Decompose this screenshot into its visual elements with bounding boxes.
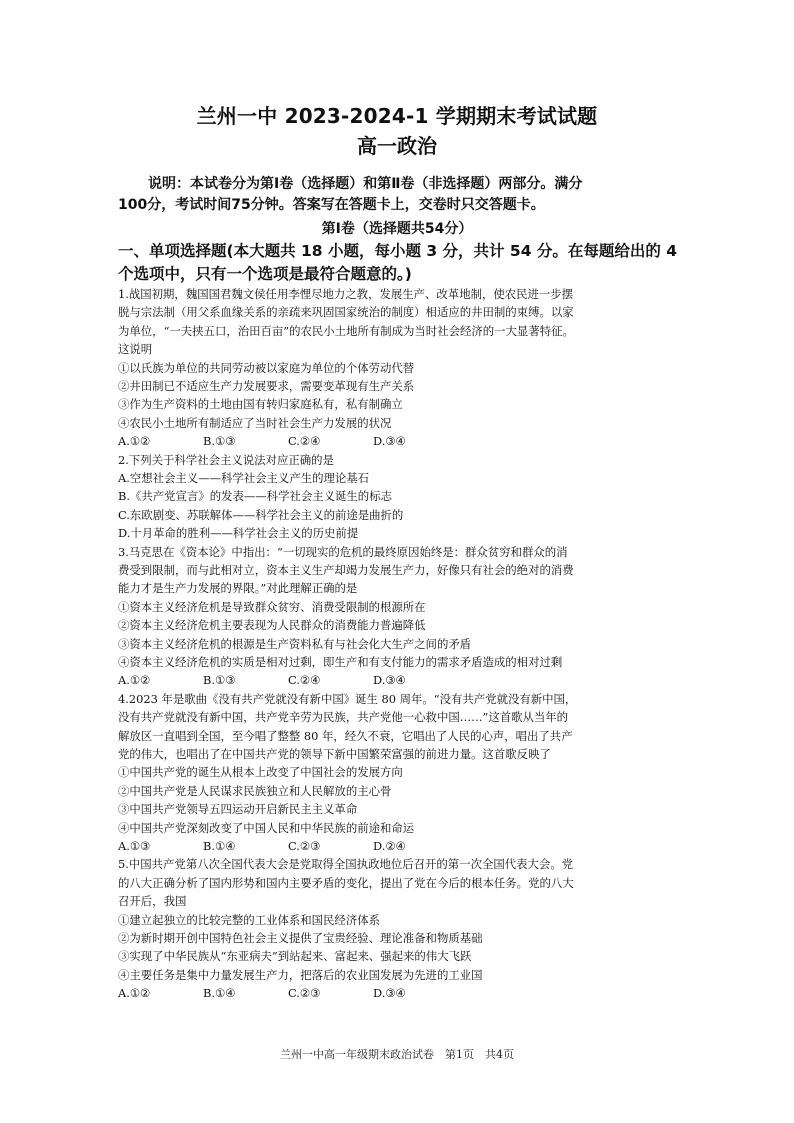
statement-1: ①中国共产党的诞生从根本上改变了中国社会的发展方向 xyxy=(118,765,403,780)
question-line: 这说明 xyxy=(118,342,153,357)
option-a: A.①② xyxy=(118,434,151,449)
option-b: B.①④ xyxy=(203,839,236,854)
question-line: 的八大正确分析了国内形势和国内主要矛盾的变化，提出了党在今后的根本任务。党的八大 xyxy=(118,875,574,890)
question-line: 为单位，“一夫挟五口，治田百亩”的农民小土地所有制成为当时社会经济的一大显著特征。 xyxy=(118,323,574,338)
question-line: 5.中国共产党第八次全国代表大会是党取得全国执政地位后召开的第一次全国代表大会。党 xyxy=(118,857,574,872)
instructions xyxy=(118,174,678,216)
section-heading-line-2: 个选项中，只有一个选项是最符合题意的。) xyxy=(118,265,412,283)
statement-4: ④资本主义经济危机的实质是相对过剩，即生产和有支付能力的需求矛盾造成的相对过剩 xyxy=(118,655,563,670)
option-d: D.③④ xyxy=(373,673,406,688)
option-b: B.①④ xyxy=(203,986,236,1001)
option-c: C.东欧剧变、苏联解体——科学社会主义的前途是曲折的 xyxy=(118,507,404,522)
question-line: 没有共产党就没有新中国，共产党辛劳为民族，共产党他一心救中国……”这首歌从当年的 xyxy=(118,710,569,725)
option-d: D.②④ xyxy=(373,839,406,854)
statement-3: ③实现了中华民族从“东亚病夫”到站起来、富起来、强起来的伟大飞跃 xyxy=(118,949,472,964)
part-one-title: 第Ⅰ卷（选择题共54分） xyxy=(321,221,473,237)
option-d: D.③④ xyxy=(373,986,406,1001)
option-a: A.①② xyxy=(118,986,151,1001)
section-heading xyxy=(118,240,678,286)
statement-1: ①以氏族为单位的共同劳动被以家庭为单位的个体劳动代替 xyxy=(118,360,415,375)
answer-options xyxy=(118,837,678,855)
statement-2: ②井田制已不适应生产力发展要求，需要变革现有生产关系 xyxy=(118,379,415,394)
question-line: 3.马克思在《资本论》中指出：“一切现实的危机的最终原因始终是：群众贫穷和群众的消 xyxy=(118,544,568,559)
instructions-line-2: 100分，考试时间75分钟。答案写在答题卡上，交卷时只交答题卡。 xyxy=(118,197,545,213)
instructions-line-1: 说明：本试卷分为第Ⅰ卷（选择题）和第Ⅱ卷（非选择题）两部分。满分 xyxy=(148,176,583,192)
option-b: B.①③ xyxy=(203,434,236,449)
option-c: C.②③ xyxy=(288,839,321,854)
answer-options xyxy=(118,432,678,450)
statement-3: ③中国共产党领导五四运动开启新民主主义革命 xyxy=(118,802,358,817)
statement-3: ③资本主义经济危机的根源是生产资料私有与社会化大生产之间的矛盾 xyxy=(118,636,472,651)
question-line: 4.2023 年是歌曲《没有共产党就没有新中国》诞生 80 周年。“没有共产党就没有新中国， xyxy=(118,691,577,706)
option-d: D.③④ xyxy=(373,434,406,449)
statement-2: ②中国共产党是人民谋求民族独立和人民解放的主心骨 xyxy=(118,783,392,798)
statement-4: ④主要任务是集中力量发展生产力，把落后的农业国发展为先进的工业国 xyxy=(118,967,483,982)
option-d: D.十月革命的胜利——科学社会主义的历史前提 xyxy=(118,526,359,541)
answer-options xyxy=(118,984,678,1002)
statement-3: ③作为生产资料的土地由国有转归家庭私有，私有制确立 xyxy=(118,397,403,412)
exam-title: 兰州一中 2023-2024-1 学期期末考试试题 xyxy=(196,104,598,128)
question-line: 1.战国初期，魏国国君魏文侯任用李悝尽地力之教，发展生产、改革地制，使农民进一步摆 xyxy=(118,287,574,301)
question-4 xyxy=(118,690,678,856)
option-c: C.②④ xyxy=(288,434,321,449)
question-line: 费受到限制，而与此相对立，资本主义生产却竭力发展生产力，好像只有社会的绝对的消费 xyxy=(118,563,574,577)
answer-options xyxy=(118,671,678,689)
question-5 xyxy=(118,855,678,1002)
option-c: C.②③ xyxy=(288,986,321,1001)
question-line: 2.下列关于科学社会主义说法对应正确的是 xyxy=(118,452,334,467)
question-line: 召开后，我国 xyxy=(118,894,187,909)
statement-4: ④中国共产党深刻改变了中国人民和中华民族的前途和命运 xyxy=(118,820,415,835)
statement-2: ②为新时期开创中国特色社会主义提供了宝贵经验、理论准备和物质基础 xyxy=(118,931,483,946)
question-line: 解放区一直唱到全国，至今唱了整整 80 年，经久不衰，它唱出了人民的心声，唱出了共产 xyxy=(118,728,573,743)
question-1 xyxy=(118,285,678,451)
statement-1: ①建立起独立的比较完整的工业体系和国民经济体系 xyxy=(118,912,380,927)
section-heading-line-1: 一、单项选择题(本大题共 18 小题，每小题 3 分，共计 54 分。在每题给出的 4 xyxy=(118,242,678,260)
question-3 xyxy=(118,543,678,690)
option-a: A.空想社会主义——科学社会主义产生的理论基石 xyxy=(118,471,370,485)
question-2 xyxy=(118,451,678,543)
statement-2: ②资本主义经济危机主要表现为人民群众的消费能力普遍降低 xyxy=(118,618,426,633)
question-line: 党的伟大，也唱出了在中国共产党的领导下新中国繁荣富强的前进力量。这首歌反映了 xyxy=(118,747,551,762)
option-b: B.《共产党宣言》的发表——科学社会主义诞生的标志 xyxy=(118,489,392,504)
question-line: 脱与宗法制（用父系血缘关系的亲疏来巩固国家统治的制度）相适应的井田制的束缚。以家 xyxy=(118,305,574,320)
option-b: B.①③ xyxy=(203,673,236,688)
exam-subject: 高一政治 xyxy=(357,134,437,158)
option-c: C.②④ xyxy=(288,673,321,688)
option-a: A.①② xyxy=(118,673,151,688)
option-a: A.①③ xyxy=(118,839,151,854)
statement-1: ①资本主义经济危机是导致群众贫穷、消费受限制的根源所在 xyxy=(118,599,426,614)
page-footer: 兰州一中高一年级期末政治试卷 第1页 共4页 xyxy=(280,1048,514,1061)
question-line: 能力才是生产力发展的界限。”对此理解正确的是 xyxy=(118,581,358,596)
statement-4: ④农民小土地所有制适应了当时社会生产力发展的状况 xyxy=(118,415,392,430)
